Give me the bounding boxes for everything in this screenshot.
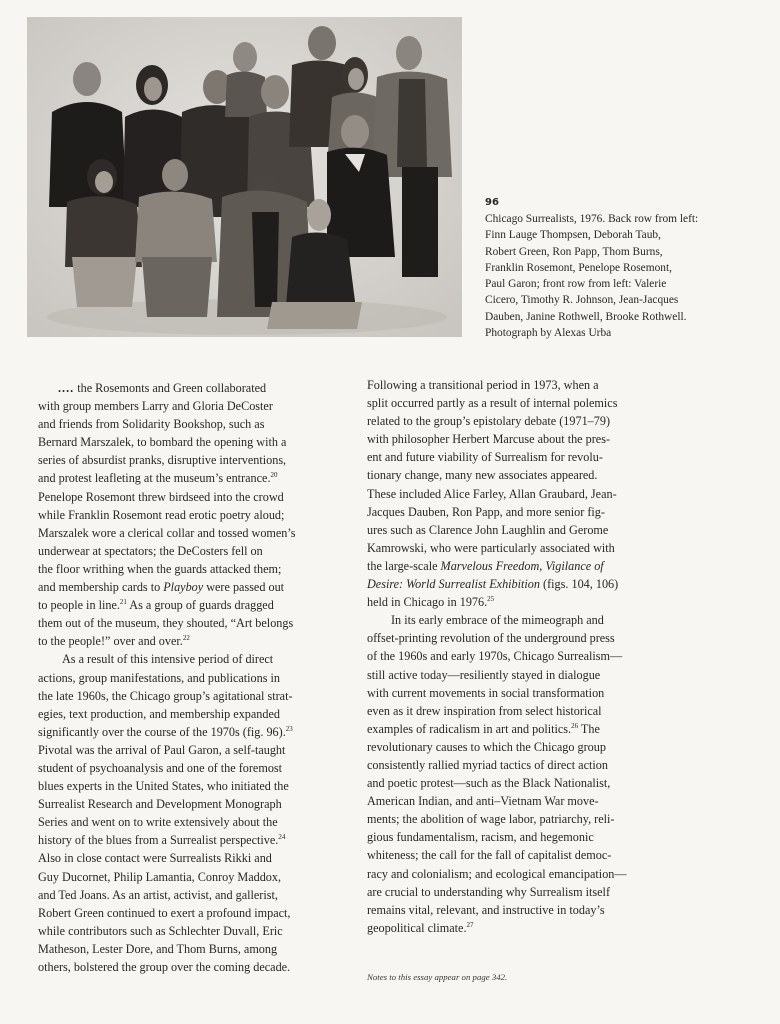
- body-text-right-column: [367, 376, 687, 937]
- caption-line: Paul Garon; front row from left: Valerie: [485, 278, 667, 291]
- text-line: Penelope Rosemont threw birdseed into the crowd: [38, 489, 284, 504]
- text-line: and Ted Joans. As an artist, activist, and gallerist,: [38, 887, 278, 902]
- body-text-left-column: [38, 379, 358, 976]
- footnote-ref[interactable]: 25: [487, 595, 495, 604]
- text-line: .... the Rosemonts and Green collaborated: [38, 379, 358, 397]
- text-line: Matheson, Lester Dore, and Thom Burns, among: [38, 941, 278, 956]
- text-line: Guy Ducornet, Philip Lamantia, Conroy Maddox,: [38, 869, 282, 884]
- text-line: the floor writhing when the guards attacked them;: [38, 561, 282, 576]
- figure-caption: [485, 196, 775, 341]
- text-line: Also in close contact were Surrealists Rikki and: [38, 851, 272, 866]
- text-line: still active today—resiliently stayed in dialogue: [367, 667, 601, 682]
- text-line: egies, text production, and membership expanded: [38, 706, 280, 721]
- text-line: Series and went on to write extensively about the: [38, 815, 278, 830]
- text-line: examples of radicalism in art and politics.$^{26}$ The: [367, 721, 600, 736]
- text-line: blues experts in the United States, who initiated the: [38, 779, 289, 794]
- italic-exhibition-title: Marvelous Freedom, Vigilance of: [440, 558, 604, 573]
- lead-ellipsis: ....: [58, 381, 75, 395]
- footnote-ref[interactable]: 27: [466, 920, 474, 929]
- footnote-ref[interactable]: 20: [270, 471, 278, 480]
- text-line: Following a transitional period in 1973, when a: [367, 378, 599, 392]
- text-line: the large-scale Marvelous Freedom, Vigilance of: [367, 558, 604, 573]
- text-line: others, bolstered the group over the coming decade.: [38, 960, 291, 974]
- text-line: Bernard Marszalek, to bombard the opening with a: [38, 435, 287, 450]
- text-line: while Franklin Rosemont read erotic poetry aloud;: [38, 507, 285, 522]
- text-line: These included Alice Farley, Allan Graubard, Jean-: [367, 486, 617, 501]
- text-line: while contributors such as Schlechter Duvall, Eric: [38, 923, 283, 938]
- text-line: American Indian, and anti–Vietnam War move-: [367, 794, 599, 809]
- text-line: with philosopher Herbert Marcuse about the pres-: [367, 432, 611, 447]
- text-line: tionary change, many new associates appeared.: [367, 468, 598, 483]
- caption-line: Franklin Rosemont, Penelope Rosemont,: [485, 261, 672, 274]
- caption-photo-credit: Photograph by Alexas Urba: [485, 327, 612, 340]
- photo-illustration: [27, 17, 462, 337]
- text-line: remains vital, relevant, and instructive in today’s: [367, 902, 605, 917]
- text-line: series of absurdist pranks, disruptive interventions,: [38, 453, 287, 468]
- group-photograph: [27, 17, 462, 337]
- text-line: them out of the museum, they shouted, “Art belongs: [38, 616, 294, 631]
- text-line: Kamrowski, who were particularly associated with: [367, 540, 615, 555]
- text-line: with current movements in social transformation: [367, 685, 605, 700]
- caption-line: Finn Lauge Thompsen, Deborah Taub,: [485, 229, 661, 242]
- text-line: related to the group’s epistolary debate (1971–79): [367, 414, 610, 429]
- text-line: held in Chicago in 1976.25: [367, 595, 495, 610]
- footnote-ref[interactable]: 26: [571, 721, 579, 730]
- text-line: are crucial to understanding why Surrealism itself: [367, 884, 611, 899]
- text-line: to people in line.$^{21}$ As a group of guards dragged: [38, 598, 274, 613]
- text-line: to the people!” over and over.$^{22}$: [38, 634, 190, 649]
- text-line: gious fundamentalism, racism, and hegemonic: [367, 830, 594, 845]
- caption-line: Robert Green, Ron Papp, Thom Burns,: [485, 245, 663, 258]
- footnote-ref[interactable]: 23: [285, 724, 293, 733]
- text-line: whiteness; the call for the fall of capitalist democ-: [367, 848, 612, 863]
- text-line: ent and future viability of Surrealism for revolu-: [367, 450, 603, 465]
- italic-title: Playboy: [163, 580, 204, 595]
- text-line: Desire: World Surrealist Exhibition (figs. 104, 106): [367, 577, 619, 592]
- text-line: history of the blues from a Surrealist perspective.$^{24}$: [38, 833, 286, 848]
- text-line: of the 1960s and early 1970s, Chicago Surrealism—: [367, 649, 623, 664]
- text-line: Surrealist Research and Development Monograph: [38, 797, 282, 812]
- text-line: and membership cards to Playboy were passed out: [38, 580, 285, 595]
- text-line: revolutionary causes to which the Chicago group: [367, 739, 606, 754]
- text-line: split occurred partly as a result of internal polemics: [367, 396, 618, 411]
- text-line: ments; the abolition of wage labor, patriarchy, reli-: [367, 812, 615, 827]
- text-line: Marszalek wore a clerical collar and tossed women’s: [38, 525, 296, 540]
- footnote-ref[interactable]: 22: [182, 634, 190, 643]
- footnote-ref[interactable]: 21: [119, 598, 127, 607]
- text-line: Jacques Dauben, Ron Papp, and more senior fig-: [367, 504, 605, 519]
- text-line: the late 1960s, the Chicago group’s agitational strat-: [38, 688, 293, 703]
- text-line: with group members Larry and Gloria DeCoster: [38, 399, 273, 414]
- text-line: offset-printing revolution of the underground press: [367, 631, 615, 646]
- caption-line: Chicago Surrealists, 1976. Back row from left:: [485, 213, 699, 225]
- footnote-ref[interactable]: 24: [278, 833, 286, 842]
- text-line: Pivotal was the arrival of Paul Garon, a self-taught: [38, 742, 286, 757]
- text-line: significantly over the course of the 1970s (fig. 96).$^{23}$: [38, 724, 293, 739]
- text-line: and protest leafleting at the museum’s entrance.$^{20}$: [38, 471, 278, 486]
- text-line: actions, group manifestations, and publications in: [38, 670, 281, 685]
- text-line: and friends from Solidarity Bookshop, such as: [38, 417, 265, 432]
- endnote-reference: Notes to this essay appear on page 342.: [367, 972, 508, 982]
- text-line: Robert Green continued to exert a profound impact,: [38, 905, 291, 920]
- caption-line: Cicero, Timothy R. Johnson, Jean-Jacques: [485, 294, 679, 307]
- text-line: even as it drew inspiration from select historical: [367, 703, 602, 718]
- italic-exhibition-title: Desire: World Surrealist Exhibition: [367, 577, 540, 592]
- text-line: student of psychoanalysis and one of the foremost: [38, 760, 283, 775]
- figure-number: 96: [485, 197, 499, 208]
- text-line: In its early embrace of the mimeograph and: [391, 613, 604, 628]
- text-line: and poetic protest—such as the Black Nationalist,: [367, 776, 611, 791]
- text-line: underwear at spectators; the DeCosters fell on: [38, 543, 263, 558]
- text-line: As a result of this intensive period of direct: [62, 652, 274, 667]
- text-line: geopolitical climate.$^{27}$: [367, 920, 474, 935]
- text-line: racy and colonialism; and ecological emancipation—: [367, 866, 627, 881]
- text-line: consistently rallied myriad tactics of direct action: [367, 757, 608, 772]
- caption-line: Dauben, Janine Rothwell, Brooke Rothwell.: [485, 310, 687, 323]
- text-line: ures such as Clarence John Laughlin and Gerome: [367, 522, 609, 537]
